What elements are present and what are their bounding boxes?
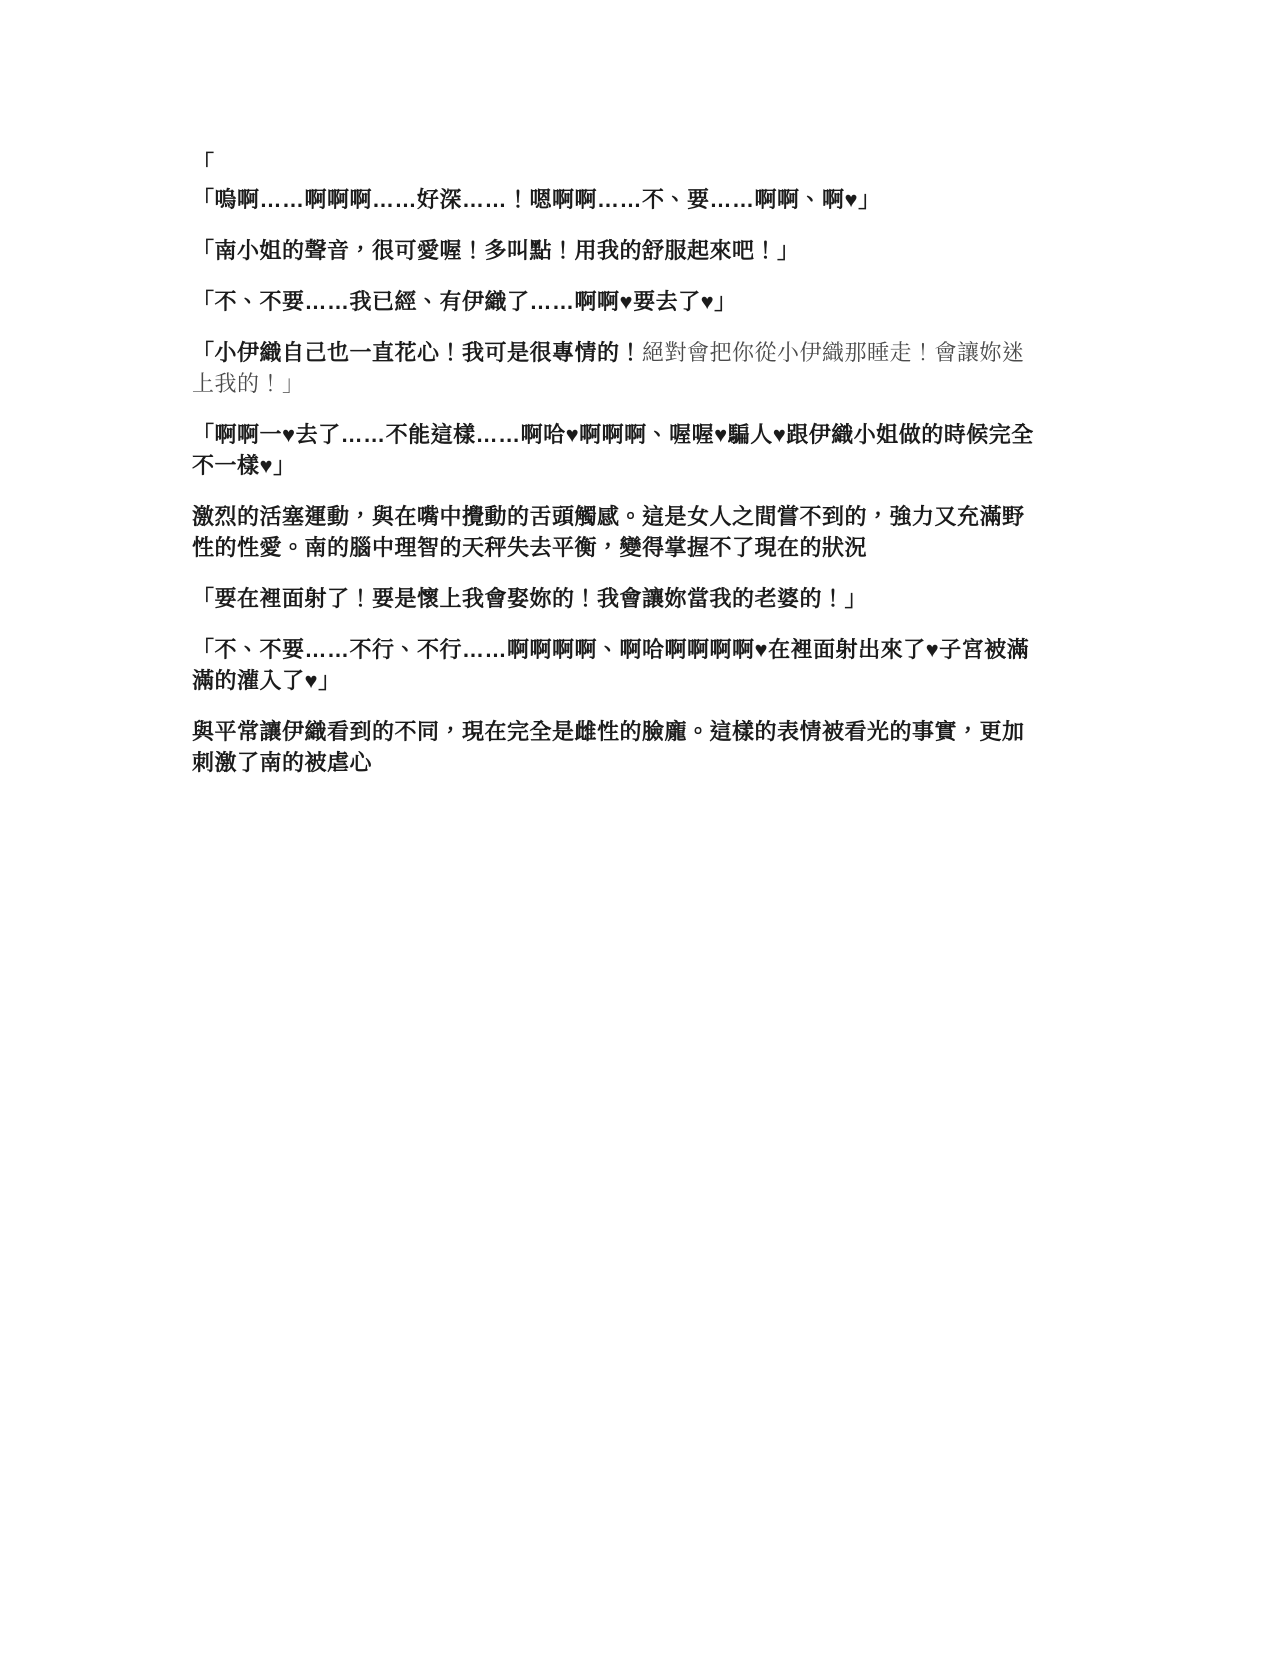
paragraph-dialogue-2: 「南小姐的聲音，很可愛喔！多叫點！用我的舒服起來吧！」: [192, 238, 800, 263]
paragraph-narration-2: 與平常讓伊織看到的不同，現在完全是雌性的臉龐。這樣的表情被看光的事實，更加刺激了南的被虐心: [192, 719, 1025, 775]
paragraph-dialogue-5: 「啊啊一♥去了……不能這樣……啊哈♥啊啊啊、喔喔♥騙人♥跟伊織小姐做的時候完全不一樣♥」: [192, 422, 1034, 478]
paragraph-dialogue-3: 「不、不要……我已經、有伊織了……啊啊♥要去了♥」: [192, 289, 737, 314]
paragraph-opening-bracket: 「: [192, 151, 215, 176]
text-column: [192, 148, 1044, 798]
paragraph-dialogue-1: 「嗚啊……啊啊啊……好深……！嗯啊啊……不、要……啊啊、啊♥」: [192, 187, 881, 212]
paragraph-narration-1: 激烈的活塞運動，與在嘴中攪動的舌頭觸感。這是女人之間嘗不到的，強力又充滿野性的性愛。南的腦中理智的天秤失去平衡，變得掌握不了現在的狀況: [192, 504, 1025, 560]
paragraph-dialogue-4: [192, 337, 1044, 399]
paragraph-dialogue-4-bold-segment: 「小伊織自己也一直花心！我可是很專情的！: [192, 340, 643, 365]
paragraph-dialogue-6: 「要在裡面射了！要是懷上我會娶妳的！我會讓妳當我的老婆的！」: [192, 586, 868, 611]
paragraph-dialogue-7: 「不、不要……不行、不行……啊啊啊啊、啊哈啊啊啊啊♥在裡面射出來了♥子宮被滿滿的灌入了♥」: [192, 637, 1030, 693]
paragraph-dialogue-4-light-segment: 絕對會把你從小伊織那睡走！會讓妳迷上我的！」: [192, 340, 1025, 396]
